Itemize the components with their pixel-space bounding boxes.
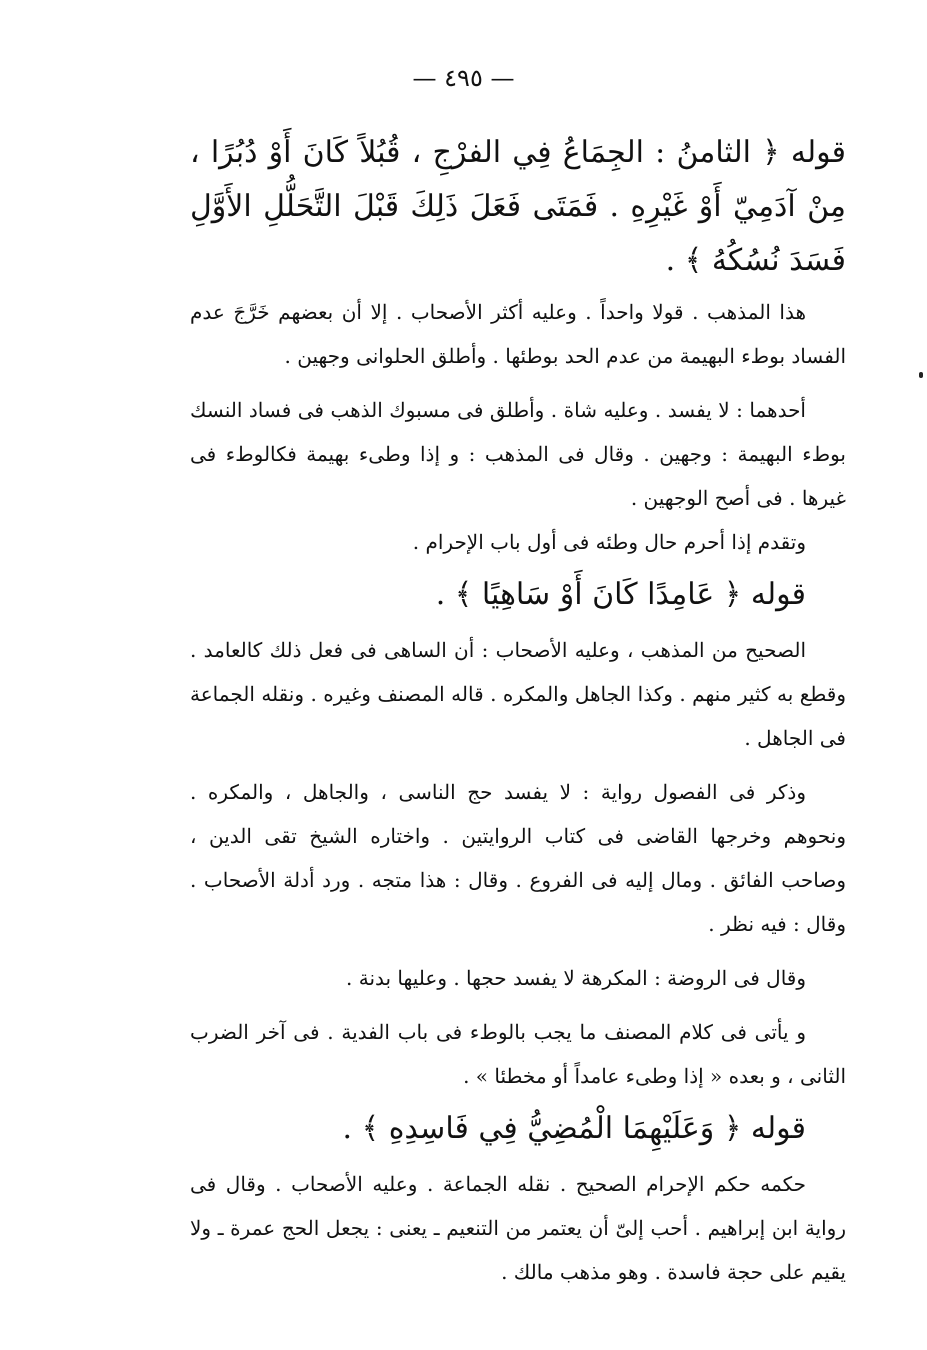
paragraph-fusul-report: وذكر فى الفصول رواية : لا يفسد حج الناسى ، والجاهل ، والمكره . ونحوهم وخرجها القاضى فى كتاب الروايتين . واختاره الشيخ تقى الدين ، وصاحب الفائق . ومال إليه فى الفروع . وقال : هذا متجه . ورد أدلة الأصحاب . وقال : فيه نظر . [190, 780, 846, 936]
main-text [190, 126, 846, 1294]
margin-mark [919, 372, 923, 378]
paragraph-upcoming-reference: و يأتى فى كلام المصنف ما يجب بالوطء فى باب الفدية . فى آخر الضرب الثانى ، و بعده « إذا وطىء عامداً أو مخطئا » . [190, 1020, 846, 1088]
paragraph-correct-view: الصحيح من المذهب ، وعليه الأصحاب : أن الساهى فى فعل ذلك كالعامد . وقطع به كثير منهم . وكذا الجاهل والمكره . قاله المصنف وغيره . ونقله الجماعة فى الجاهل . [190, 638, 846, 750]
quoted-heading-continuation: قوله ﴿ وَعَلَيْهِمَا الْمُضِيُّ فِي فَاسِدِهِ ﴾ . [342, 1111, 806, 1146]
quoted-heading-eighth: قوله ﴿ الثامنُ : الجِمَاعُ فِي الفرْجِ ، قُبُلاً كَانَ أَوْ دُبُرًا ، مِنْ آدَمِيّ أَوْ غَيْرِهِ . فَمَتَى فَعَلَ ذَلِكَ قَبْلَ التَّحَلُّلِ الأَوَّلِ فَسَدَ نُسُكُهُ ﴾ . [190, 135, 846, 278]
paragraph-ruling: حكمه حكم الإحرام الصحيح . نقله الجماعة . وعليه الأصحاب . وقال فى رواية ابن إبراهيم . أحب إلىّ أن يعتمر من التنعيم ـ يعنى : يجعل الحج عمرة ـ ولا يقيم على حجة فاسدة . وهو مذهب مالك . [190, 1172, 846, 1284]
paragraph-previous-reference: وتقدم إذا أحرم حال وطئه فى أول باب الإحرام . [412, 530, 806, 554]
paragraph-madhhab: هذا المذهب . قولا واحداً . وعليه أكثر الأصحاب . إلا أن بعضهم خَرَّجَ عدم الفساد بوطء البهيمة من عدم الحد بوطئها . وأطلق الحلوانى وجهين . [190, 300, 846, 368]
paragraph-rawda: وقال فى الروضة : المكرهة لا يفسد حجها . وعليها بدنة . [346, 966, 806, 990]
paragraph-first-view: أحدهما : لا يفسد . وعليه شاة . وأطلق فى مسبوك الذهب فى فساد النسك بوطء البهيمة : وجهين . وقال فى المذهب : و إذا وطىء بهيمة فكالوطء فى غيرها . فى أصح الوجهين . [190, 398, 846, 510]
page-number: — ٤٩٥ — [412, 64, 515, 92]
quoted-heading-intent: قوله ﴿ عَامِدًا كَانَ أَوْ سَاهِيًا ﴾ . [435, 577, 806, 612]
